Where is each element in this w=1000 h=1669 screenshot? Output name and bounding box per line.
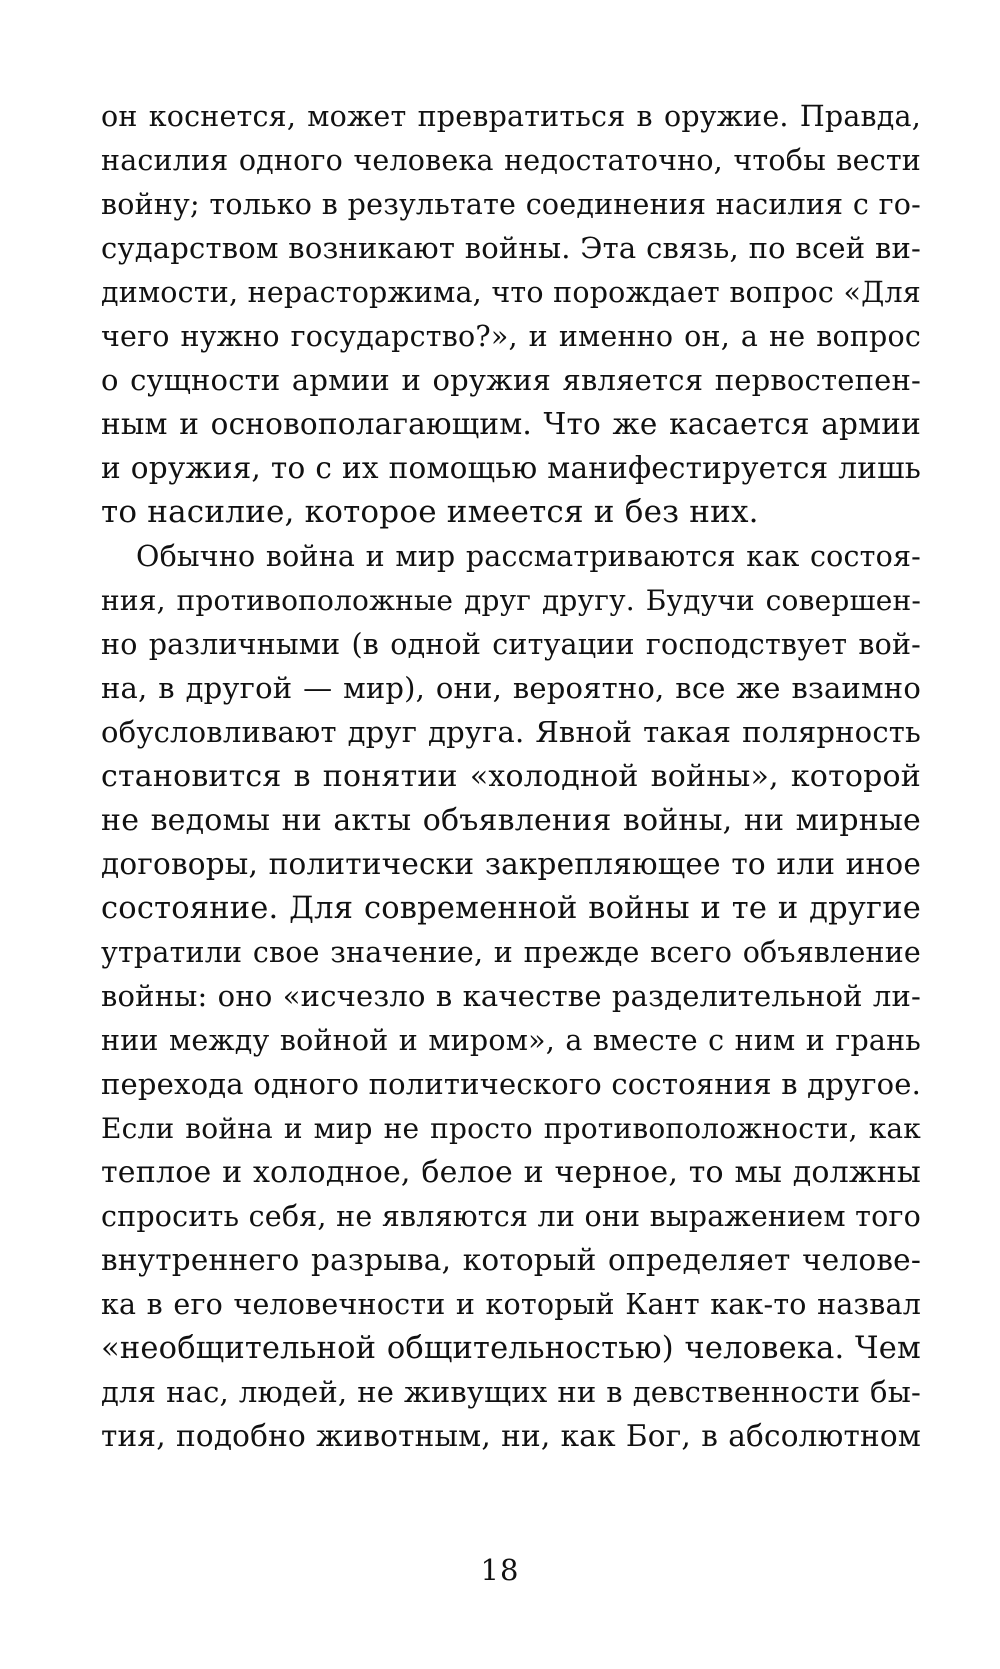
text-line: договоры, политически закрепляющее то или иное [101, 847, 921, 881]
text-line: внутреннего разрыва, который определяет челове- [101, 1243, 921, 1277]
text-line: для нас, людей, не живущих ни в девственности бы- [101, 1375, 921, 1409]
text-line: нии между войной и миром», а вместе с ним и грань [101, 1024, 921, 1057]
text-line: теплое и холодное, белое и черное, то мы должны [101, 1155, 921, 1190]
text-line: на, в другой — мир), они, вероятно, все же взаимно [101, 671, 921, 705]
text-line: не ведомы ни акты объявления войны, ни мирные [101, 803, 921, 838]
text-line: «необщительной общительностью) человека. Чем [101, 1331, 921, 1366]
text-line: войны: оно «исчезло в качестве разделительной ли- [101, 979, 921, 1013]
text-line: сударством возникают войны. Эта связь, по всей ви- [101, 231, 921, 265]
text-line: тия, подобно животным, ни, как Бог, в абсолютном [101, 1419, 921, 1453]
text-line: обусловливают друг друга. Явной такая полярность [101, 715, 921, 749]
text-line: но различными (в одной ситуации господствует вой- [101, 628, 921, 661]
text-line: утратили свое значение, и прежде всего объявление [101, 936, 921, 969]
text-line: Обычно война и мир рассматриваются как состоя- [136, 540, 921, 573]
text-line: димости, нерасторжима, что порождает вопрос «Для [101, 276, 921, 309]
text-line: становится в понятии «холодной войны», которой [101, 759, 921, 794]
text-line: он коснется, может превратиться в оружие. Правда, [101, 100, 921, 133]
text-line: перехода одного политического состояния в другое. [101, 1067, 922, 1101]
text-line: чего нужно государство?», и именно он, а не вопрос [101, 320, 921, 353]
page-number: 18 [480, 1553, 520, 1587]
text-line: о сущности армии и оружия является первостепен- [101, 363, 921, 397]
text-line: спросить себя, не являются ли они выражением того [101, 1200, 921, 1233]
text-line: войну; только в результате соединения насилия с го- [101, 188, 921, 221]
text-line: состояние. Для современной войны и те и другие [101, 891, 921, 926]
text-line: Если война и мир не просто противоположности, как [101, 1112, 921, 1145]
text-line: ным и основополагающим. Что же касается армии [101, 407, 921, 441]
text-line: ния, противоположные друг другу. Будучи совершен- [101, 584, 921, 617]
text-line: насилия одного человека недостаточно, чтобы вести [101, 144, 921, 177]
text-line: и оружия, то с их помощью манифестируется лишь [101, 451, 921, 485]
text-line: ка в его человечности и который Кант как-то назвал [101, 1288, 921, 1321]
text-line: то насилие, которое имеется и без них. [101, 494, 759, 530]
